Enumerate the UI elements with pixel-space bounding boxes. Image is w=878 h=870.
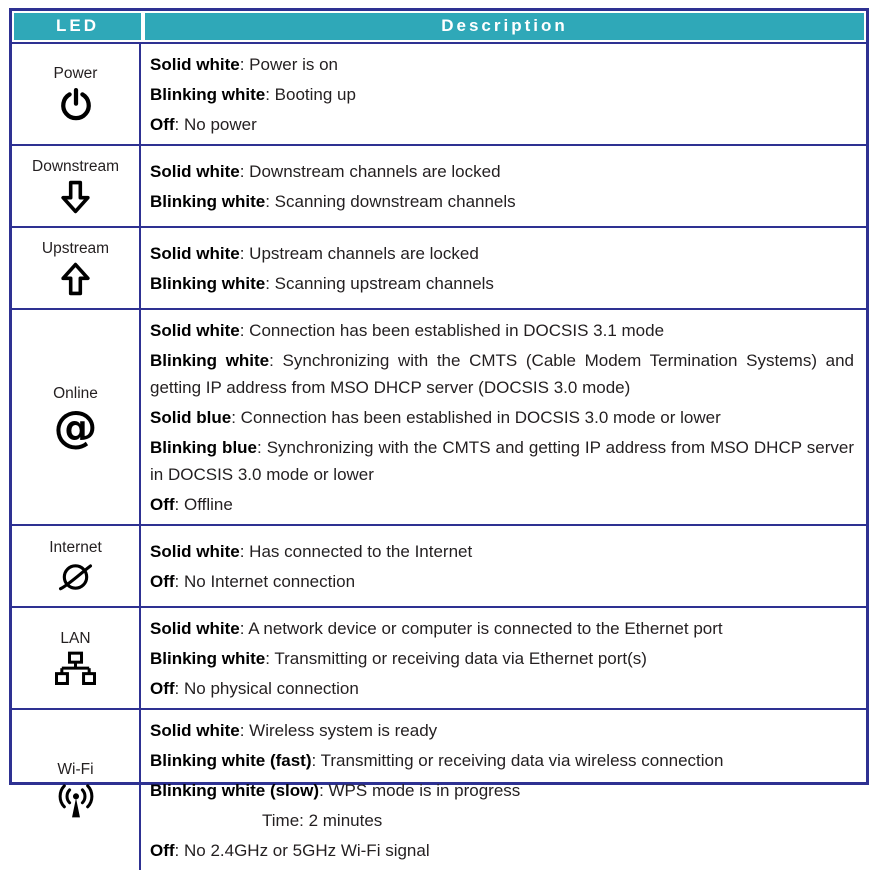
description-cell (141, 228, 866, 308)
table-header (12, 11, 866, 42)
description-line: Blinking blue: Synchronizing with the CMTS and getting IP address from MSO DHCP server in DOCSIS 3.0 mode or lower (150, 437, 854, 484)
description-line: Solid white: Connection has been established in DOCSIS 3.1 mode (150, 320, 665, 340)
description-cell (141, 526, 866, 606)
led-label: Upstream (41, 239, 110, 257)
description-line: Time: 2 minutes (262, 810, 383, 830)
description-cell (141, 146, 866, 226)
description-line: Off: No power (150, 114, 257, 134)
led-status-table (9, 8, 869, 860)
led-cell (12, 44, 141, 144)
description-line: Blinking white: Scanning downstream channels (150, 191, 516, 211)
description-cell (141, 44, 866, 144)
description-line: Solid white: Power is on (150, 54, 338, 74)
description-line: Blinking white: Transmitting or receiving data via Ethernet port(s) (150, 648, 647, 668)
table-row-power (12, 42, 866, 144)
led-cell (12, 310, 141, 524)
led-label: Wi-Fi (57, 760, 94, 778)
description-line: Solid blue: Connection has been established in DOCSIS 3.0 mode or lower (150, 407, 721, 427)
led-cell (12, 146, 141, 226)
header-description: Description (145, 13, 864, 40)
wifi-antenna-icon (55, 782, 97, 820)
led-cell (12, 710, 141, 870)
led-cell (12, 608, 141, 708)
description-line: Solid white: A network device or computer is connected to the Ethernet port (150, 618, 723, 638)
led-label: Downstream (32, 157, 119, 175)
description-cell (141, 710, 866, 870)
led-cell (12, 228, 141, 308)
table-row-online (12, 308, 866, 524)
table-row-lan (12, 606, 866, 708)
description-line: Off: Offline (150, 494, 233, 514)
internet-globe-icon (56, 560, 95, 594)
led-label: Online (53, 384, 98, 402)
table-row-upstream (12, 226, 866, 308)
description-line: Off: No Internet connection (150, 571, 356, 591)
led-label: Internet (49, 538, 102, 556)
upstream-arrow-icon (59, 261, 92, 297)
description-line: Blinking white: Synchronizing with the CMTS (Cable Modem Termination Systems) and getting IP address from MSO DHCP server (DOCSIS 3.0 mode) (150, 350, 854, 397)
led-cell (12, 526, 141, 606)
description-line: Solid white: Has connected to the Internet (150, 541, 473, 561)
led-label: Power (53, 64, 98, 82)
table-row-downstream (12, 144, 866, 226)
description-line: Off: No physical connection (150, 678, 359, 698)
table-row-internet (12, 524, 866, 606)
header-led: LED (14, 13, 141, 40)
power-icon (59, 86, 93, 124)
lan-network-icon (55, 651, 96, 687)
table-row-wi-fi (12, 708, 866, 870)
description-line: Solid white: Wireless system is ready (150, 720, 438, 740)
downstream-arrow-icon (59, 179, 92, 215)
description-line: Blinking white (slow): WPS mode is in progress (150, 780, 521, 800)
description-line: Solid white: Downstream channels are locked (150, 161, 501, 181)
description-line: Blinking white: Booting up (150, 84, 356, 104)
description-line: Blinking white (fast): Transmitting or receiving data via wireless connection (150, 750, 724, 770)
online-at-icon: @ (53, 401, 98, 453)
description-cell (141, 608, 866, 708)
description-line: Solid white: Upstream channels are locked (150, 243, 479, 263)
led-label: LAN (60, 629, 91, 647)
led-table-body (12, 42, 866, 870)
description-line: Off: No 2.4GHz or 5GHz Wi-Fi signal (150, 840, 430, 860)
description-cell (141, 310, 866, 524)
description-line: Blinking white: Scanning upstream channels (150, 273, 494, 293)
